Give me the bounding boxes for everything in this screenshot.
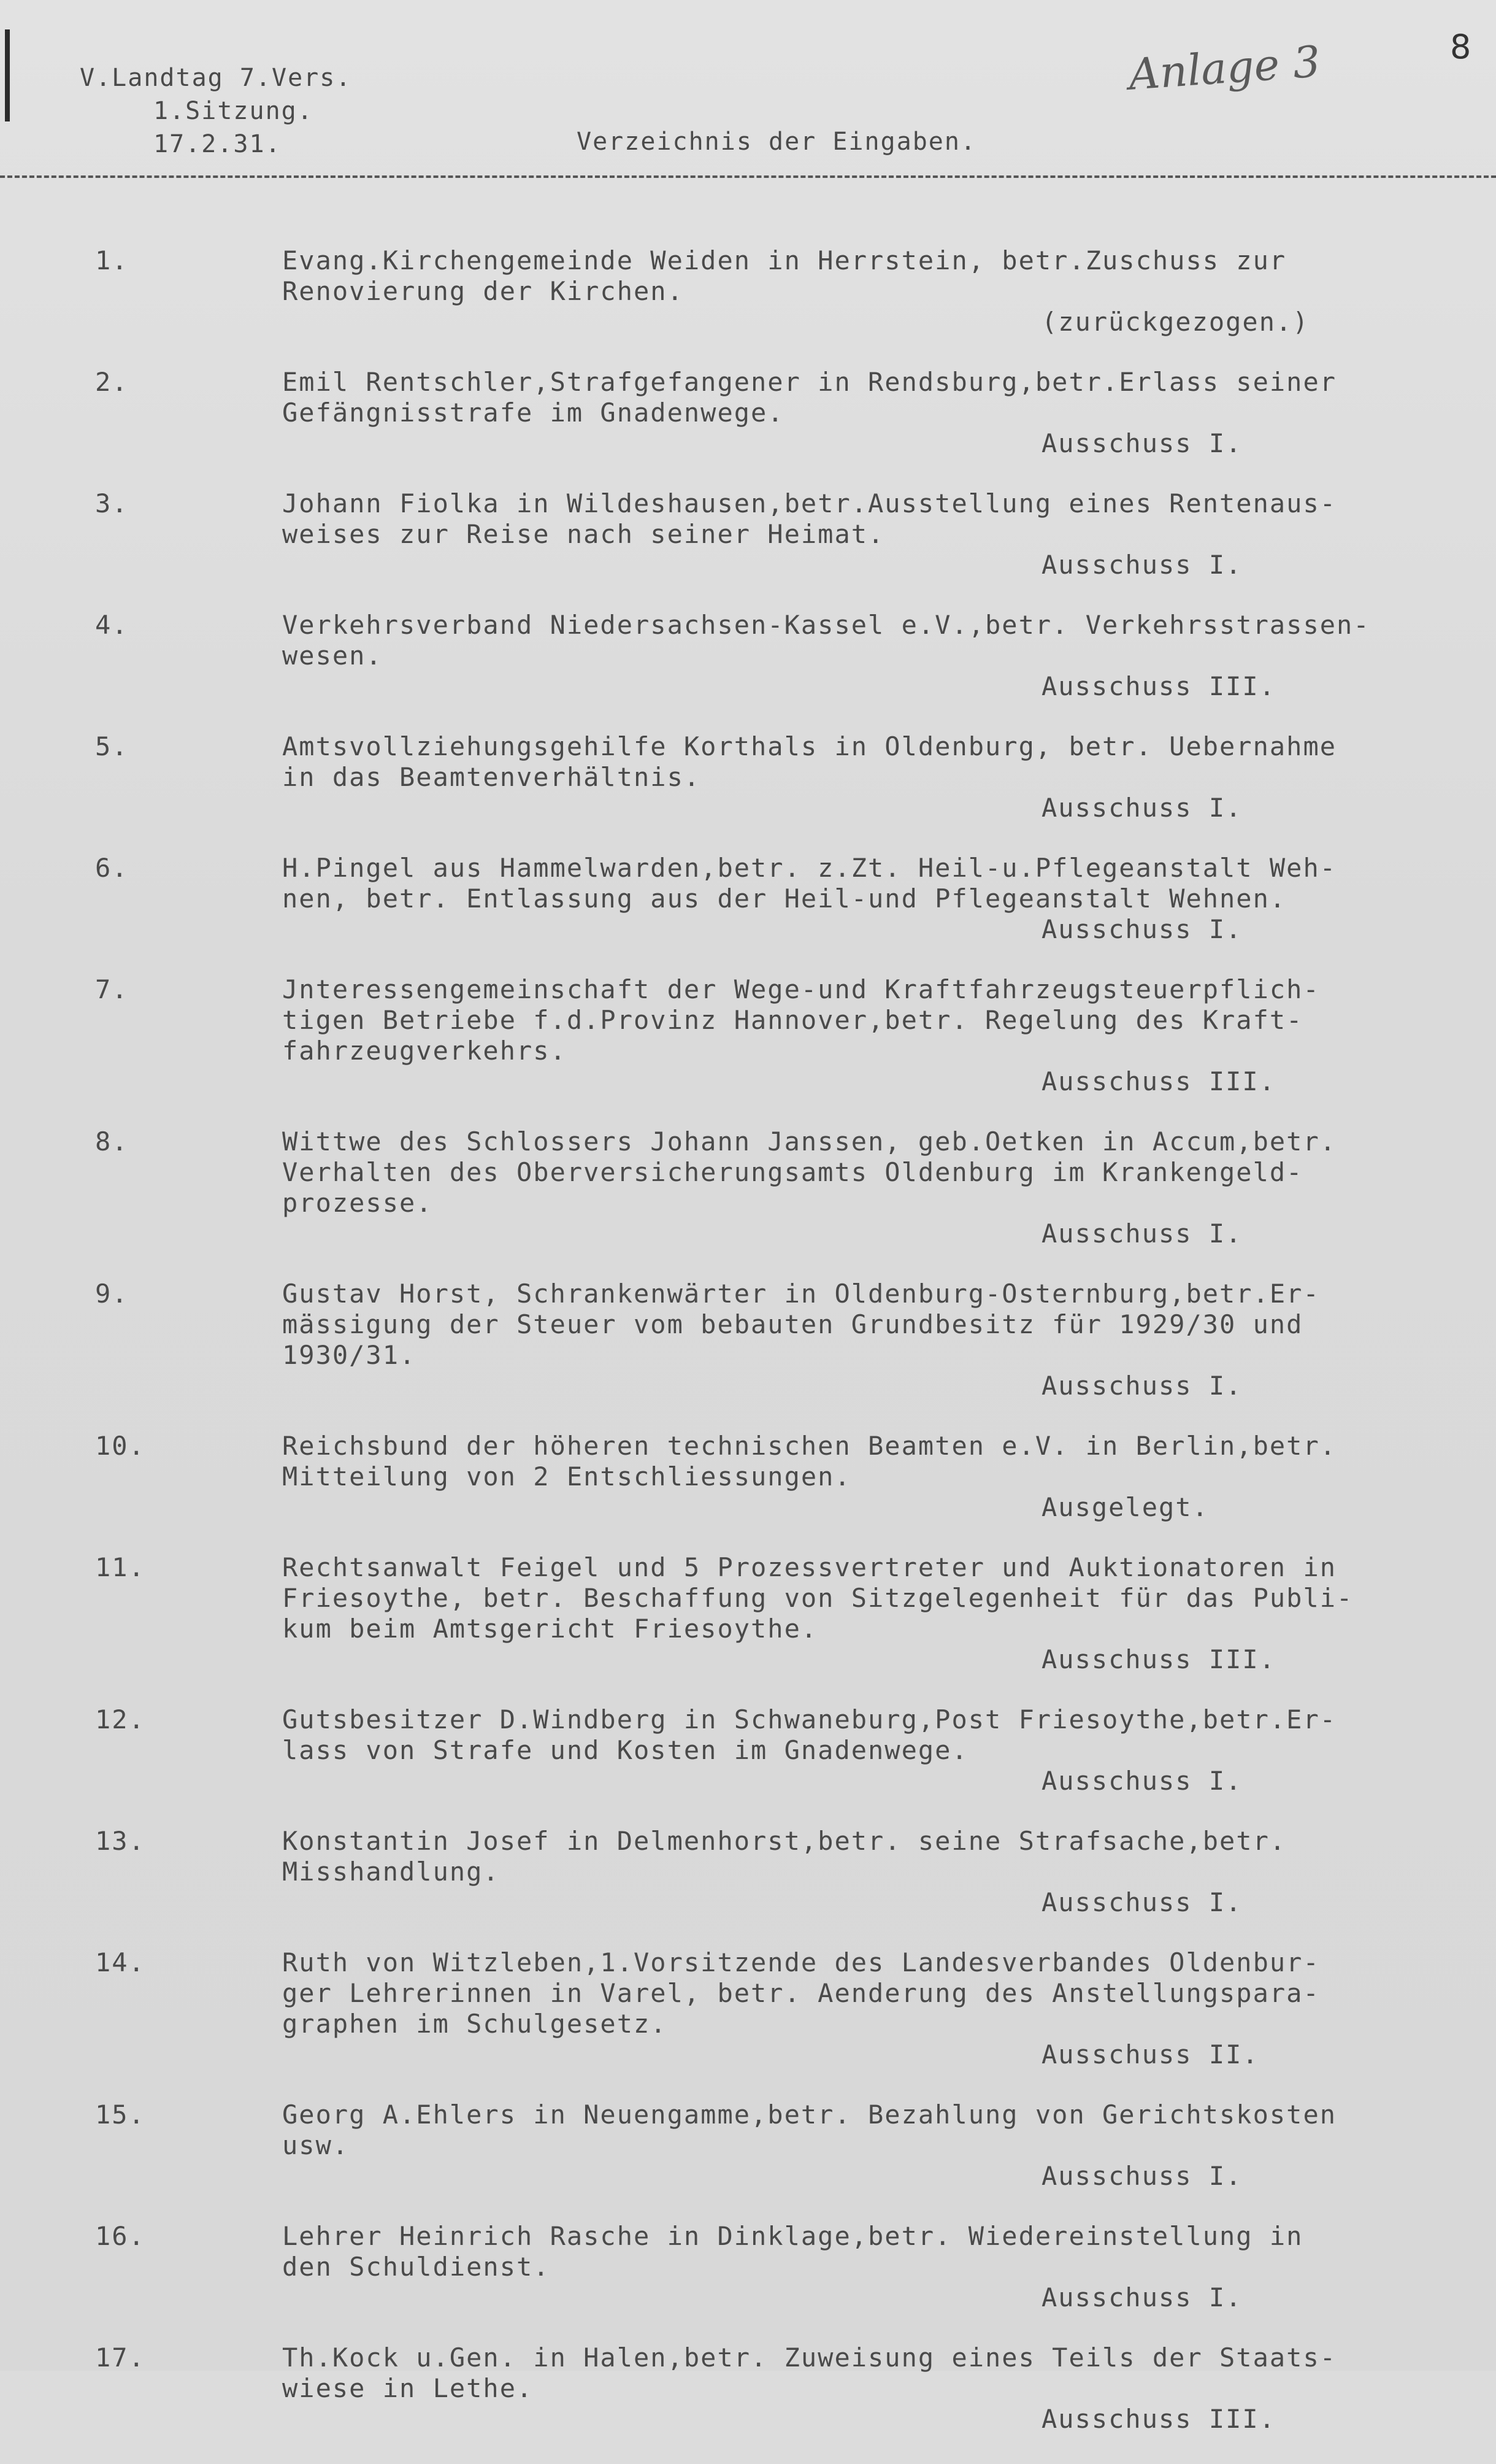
entry-committee: Ausschuss I. bbox=[1041, 2282, 1243, 2312]
entry-number: 5. bbox=[95, 731, 129, 761]
entry-text: Wittwe des Schlossers Johann Janssen, geb.Oetken in Accum,betr. Verhalten des Oberversicherungsamts Oldenburg im Krankengeld- prozesse. bbox=[282, 1126, 1337, 1218]
entry-number: 1. bbox=[95, 245, 129, 275]
list-item bbox=[0, 488, 1496, 580]
entry-text: Jnteressengemeinschaft der Wege-und Kraftfahrzeugsteuerpflich- tigen Betriebe f.d.Provinz Hannover,betr. Regelung des Kraft- fahrzeugverkehrs. bbox=[282, 974, 1320, 1066]
entry-number: 9. bbox=[95, 1279, 129, 1309]
entry-text: Verkehrsverband Niedersachsen-Kassel e.V.,betr. Verkehrsstrassen- wesen. bbox=[282, 610, 1370, 671]
entry-text: Ruth von Witzleben,1.Vorsitzende des Landesverbandes Oldenbur- ger Lehrerinnen in Varel, betr. Aenderung des Anstellungspara- graphen im Schulgesetz. bbox=[282, 1947, 1320, 2039]
list-item bbox=[0, 245, 1496, 337]
list-item bbox=[0, 1126, 1496, 1249]
entry-committee: Ausschuss III. bbox=[1041, 1066, 1276, 1096]
entry-committee: (zurückgezogen.) bbox=[1041, 307, 1310, 337]
list-item bbox=[0, 2100, 1496, 2192]
entry-committee: Ausschuss I. bbox=[1041, 914, 1243, 944]
list-item bbox=[0, 367, 1496, 459]
entry-committee: Ausgelegt. bbox=[1041, 1492, 1209, 1522]
entry-text: Reichsbund der höheren technischen Beamten e.V. in Berlin,betr. Mitteilung von 2 Entschliessungen. bbox=[282, 1431, 1337, 1492]
entry-committee: Ausschuss I. bbox=[1041, 1371, 1243, 1401]
entry-number: 4. bbox=[95, 610, 129, 640]
entry-committee: Ausschuss I. bbox=[1041, 1219, 1243, 1249]
list-item bbox=[0, 1704, 1496, 1796]
entry-number: 3. bbox=[95, 488, 129, 518]
entry-committee: Ausschuss III. bbox=[1041, 1644, 1276, 1674]
entry-text: Emil Rentschler,Strafgefangener in Rendsburg,betr.Erlass seiner Gefängnisstrafe im Gnadenwege. bbox=[282, 367, 1337, 428]
list-item bbox=[0, 731, 1496, 823]
entry-number: 6. bbox=[95, 853, 129, 883]
petition-list bbox=[0, 245, 1496, 2464]
entry-text: Amtsvollziehungsgehilfe Korthals in Oldenburg, betr. Uebernahme in das Beamtenverhältnis. bbox=[282, 731, 1337, 792]
list-item bbox=[0, 2343, 1496, 2435]
entry-text: Th.Kock u.Gen. in Halen,betr. Zuweisung eines Teils der Staats- wiese in Lethe. bbox=[282, 2343, 1337, 2403]
entry-text: Georg A.Ehlers in Neuengamme,betr. Bezahlung von Gerichtskosten usw. bbox=[282, 2100, 1337, 2160]
list-item bbox=[0, 1552, 1496, 1675]
list-item bbox=[0, 610, 1496, 702]
entry-committee: Ausschuss II. bbox=[1041, 2039, 1259, 2069]
list-item bbox=[0, 1279, 1496, 1401]
entry-committee: Ausschuss I. bbox=[1041, 428, 1243, 458]
handwritten-note: Anlage 3 bbox=[1127, 36, 1322, 100]
entry-number: 8. bbox=[95, 1126, 129, 1157]
entry-number: 11. bbox=[95, 1552, 145, 1582]
entry-text: H.Pingel aus Hammelwarden,betr. z.Zt. Heil-u.Pflegeanstalt Weh- nen, betr. Entlassung aus der Heil-und Pflegeanstalt Wehnen. bbox=[282, 853, 1337, 914]
entry-number: 7. bbox=[95, 974, 129, 1004]
dashed-divider bbox=[0, 175, 1496, 178]
list-item bbox=[0, 1431, 1496, 1523]
binding-mark bbox=[5, 29, 10, 121]
entry-text: Rechtsanwalt Feigel und 5 Prozessvertreter und Auktionatoren in Friesoythe, betr. Beschaffung von Sitzgelegenheit für das Publi- kum beim Amtsgericht Friesoythe. bbox=[282, 1552, 1354, 1644]
entry-text: Johann Fiolka in Wildeshausen,betr.Ausstellung eines Rentenaus- weises zur Reise nach seiner Heimat. bbox=[282, 488, 1337, 549]
entry-committee: Ausschuss III. bbox=[1041, 2404, 1276, 2434]
entry-committee: Ausschuss I. bbox=[1041, 1766, 1243, 1796]
header-line-1: V.Landtag 7.Vers. bbox=[80, 64, 352, 92]
page-number: 8 bbox=[1450, 28, 1471, 66]
entry-committee: Ausschuss I. bbox=[1041, 793, 1243, 823]
header-line-3: 17.2.31. bbox=[153, 130, 282, 158]
session-header bbox=[80, 61, 351, 161]
entry-committee: Ausschuss III. bbox=[1041, 671, 1276, 701]
entry-text: Gustav Horst, Schrankenwärter in Oldenburg-Osternburg,betr.Er- mässigung der Steuer vom bebauten Grundbesitz für 1929/30 und 1930/31. bbox=[282, 1279, 1320, 1370]
entry-committee: Ausschuss I. bbox=[1041, 2161, 1243, 2191]
entry-committee: Ausschuss I. bbox=[1041, 550, 1243, 580]
entry-number: 10. bbox=[95, 1431, 145, 1461]
list-item bbox=[0, 1826, 1496, 1918]
entry-number: 17. bbox=[95, 2343, 145, 2373]
entry-text: Konstantin Josef in Delmenhorst,betr. seine Strafsache,betr. Misshandlung. bbox=[282, 1826, 1287, 1887]
entry-text: Lehrer Heinrich Rasche in Dinklage,betr. Wiedereinstellung in den Schuldienst. bbox=[282, 2221, 1303, 2282]
entry-number: 2. bbox=[95, 367, 129, 397]
header-line-2: 1.Sitzung. bbox=[153, 97, 313, 125]
list-item bbox=[0, 853, 1496, 945]
entry-number: 16. bbox=[95, 2221, 145, 2251]
entry-text: Gutsbesitzer D.Windberg in Schwaneburg,Post Friesoythe,betr.Er- lass von Strafe und Kosten im Gnadenwege. bbox=[282, 1704, 1337, 1765]
entry-committee: Ausschuss I. bbox=[1041, 1887, 1243, 1917]
entry-number: 12. bbox=[95, 1704, 145, 1734]
list-item bbox=[0, 974, 1496, 1097]
document-title: Verzeichnis der Eingaben. bbox=[577, 128, 977, 156]
entry-text: Evang.Kirchengemeinde Weiden in Herrstein, betr.Zuschuss zur Renovierung der Kirchen. bbox=[282, 245, 1287, 306]
entry-number: 14. bbox=[95, 1947, 145, 1977]
list-item bbox=[0, 2221, 1496, 2313]
list-item bbox=[0, 1947, 1496, 2070]
entry-number: 13. bbox=[95, 1826, 145, 1856]
entry-number: 15. bbox=[95, 2100, 145, 2130]
